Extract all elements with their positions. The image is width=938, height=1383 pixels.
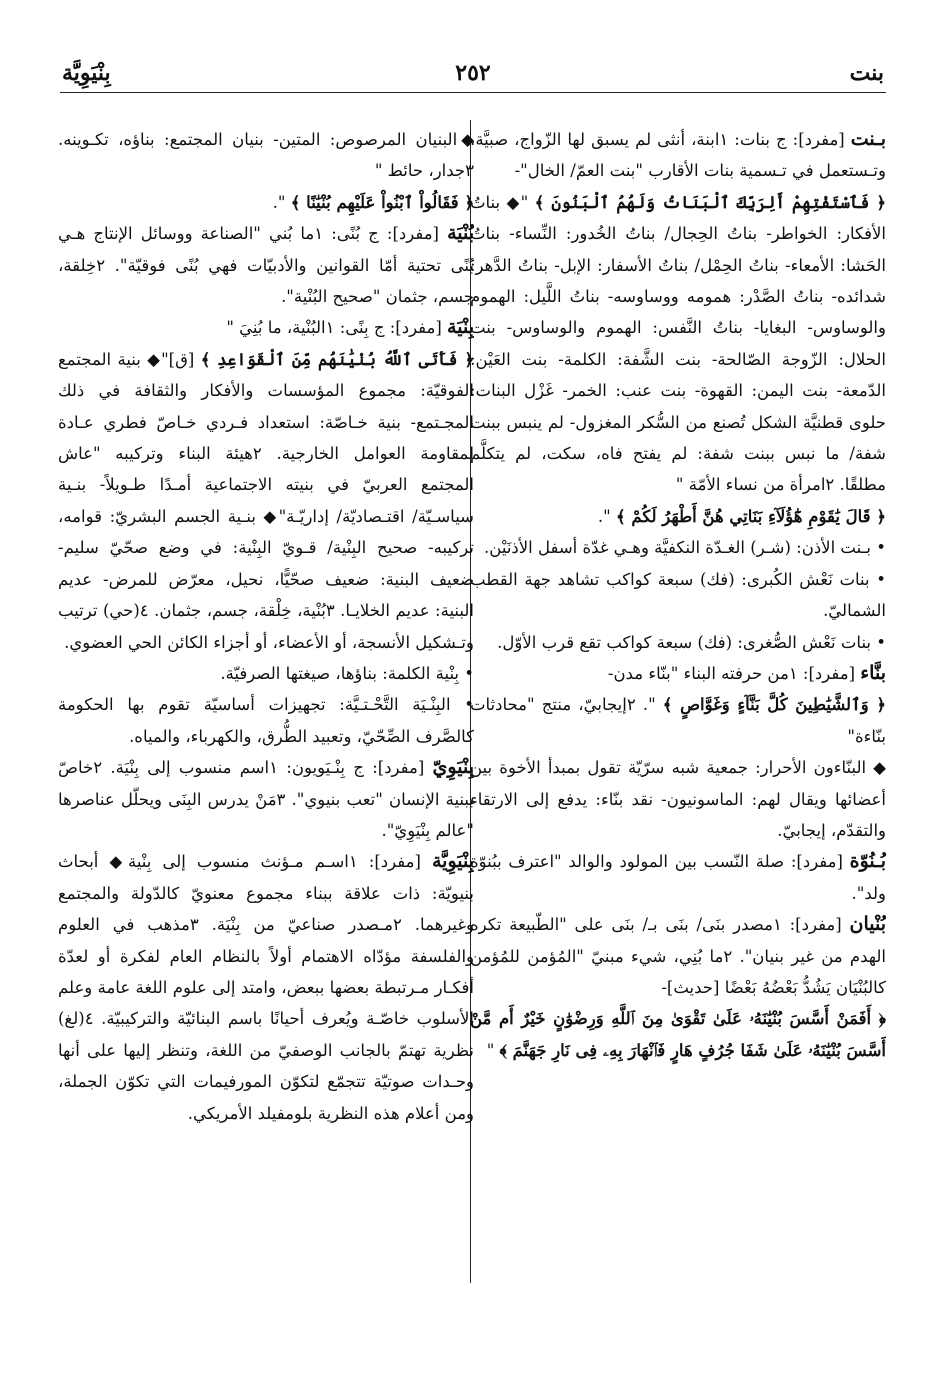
quran-quote: ﴿ وَٱلشَّيَٰطِينَ كُلَّ بَنَّآءٍ وَغَوَّاصٍ ﴾ xyxy=(662,695,886,715)
entry-paragraph xyxy=(470,909,886,1003)
header-guide-word-right: بنت xyxy=(849,60,884,86)
headword: بنَّاء xyxy=(860,661,886,684)
definition-text: " xyxy=(486,1040,500,1060)
definition-text: [مفرد]: ١اسـم مـؤنث منسوب إلى بِنْية◆ أبحاث بنيويّة: ذات علاقة ببناء مجموع معنويّ كالدّولة والمجتمع وغيرهما. ٢مـصدر صناعيّ من بِنْيَة. ٣مذهب في العلوم والفلسفة مؤدّاه الاهتمام أولاً بالنظام العام لفكرة أو لعدّة أفكـار مـرتبطة بعضها ببعض، وامتد إلى علوم اللغة عامة وعلم الأسلوب خاصّـة ويُعرف أحيانًا باسم البنائيّة والتركيبيّة. ٤(لغ) نظرية تهتمّ بالجانب الوصفيّ من اللغة، وتنظر إليها على أنها وحـدات صوتيّة تتجمّع لتكوّن المورفيمات التي تكوّن الجملة، ومن أعلام هذه النظرية بلومفيلد الأمريكي. xyxy=(58,852,474,1123)
definition-text: [مفرد]: ١من حرفته البناء "بنّاء مدن- xyxy=(607,663,861,683)
page-number: ٢٥٢ xyxy=(455,60,491,86)
definition-text: ◆ البنّاءون الأحرار: جمعية شبه سرّيّة تقول بمبدأ الأخوة بين أعضائها ويقال لهم: الماسونيون- نقد بنّاء: يدفع إلى الارتقاء والتقدّم، إيجابيّ. xyxy=(470,758,886,840)
entry-paragraph xyxy=(470,187,886,501)
definition-text: ". ٢إيجابيّ، منتج "محادثات بنّاءة" xyxy=(470,695,886,746)
definition-text: • البِنْـيَة التَّحْـتـيَّة: تجهيزات أساسيّة تقوم بها الحكومة كالصَّرف الصِّحّيّ، وتعبيد الطُّرق، والكهرباء، والمياه. xyxy=(58,695,474,746)
definition-text: • بـنت الأذن: (شـر) الغـدّة النكفيَّة وهـي غدّة أسفل الأذنَيْن. xyxy=(484,538,886,558)
definition-text: [مفرد]: ج بِنْـيَويون: ١اسم منسوب إلى بِنْيَة. ٢خاصّ ببنية الإنسان "تعب بنيوي". ٣مَنْ يدرس البِنَى ويحلّل عناصرها "عالم بِنْيَوِيّ". xyxy=(58,758,474,840)
definition-text: "◆ بناتُ الأفكار: الخواطر- بناتُ الحِجال/ بناتُ الخُدور: النِّساء- بناتُ الحَشا: الأمعاء- بناتُ الحِمْل/ بناتُ الأسفار: الإبل- بناتُ الدَّهر: شدائده- بناتُ الصَّدْر: همومه ووساوسه- بناتُ اللَّيل: الهموم والوساوس- البغايا- بناتُ النَّفس: الهموم والوساوس- بنت الحلال: الزّوجة الصّالحة- بنت الشَّفة: الكلمة- بنت العَيْن: الدّمعة- بنت اليمن: القهوة- بنت عنب: الخمر- غَزْل البنات: حلوى قطنيَّة الشكل تُصنع من السُّكر المغزول- لم ينبس ببنت شفة/ ما نبس ببنت شفة: لم يفتح فاه، سكت، لم يتكلَّم مطلقًا. ٢امرأة من نساء الأمّة " xyxy=(470,192,886,495)
headword: بُنْيان xyxy=(849,913,886,936)
definition-text: ◆البنيان المرصوص: المتين- بنيان المجتمع: بناؤه، تكـوينه. ٣جدار، حائط " xyxy=(58,130,474,181)
entry-paragraph xyxy=(58,312,474,343)
quran-quote: ﴿ فَأَتَى ٱللَّهُ بُنْيَٰنَهُم مِّنَ ٱلْقَوَاعِدِ ﴾ xyxy=(200,349,474,369)
definition-text: ". xyxy=(597,506,616,526)
definition-text: [ق]"◆ بنية المجتمع الفوقيّة: مجموع المؤسسات والأفكار والثقافة في ذلك المجـتمع- بنية خـاصّة: استعداد فـردي خـاصّ فطري عـادة لمقاومة العوامل الخارجية. ٢هيئة البناء وتركيبه "عاش المجتمع العربيّ في بنيته الاجتماعية أمـدًا طـويلاً- بنـية سياسـيّة/ اقتـصاديّة/ إداريّـة"◆ بنـية الجسم البشريّ: قوامه، تركيبه- صحيح البِنْية/ قـويّ البِنْية: في وضع صحّيّ سليم- ضعيف البنية: ضعيف صحّيًّا، نحيل، معرّض للمرض- عديم البنية: عديم الخلايـا. ٣بُنْية، خِلْقة، جسم، جثمان. ٤(حي) ترتيب وتـشكيل الأنسجة، أو الأعضاء، أو أجزاء الكائن الحي العضوي. xyxy=(58,349,474,652)
entry-paragraph xyxy=(470,846,886,909)
headword: بِنْيَوِيّ xyxy=(432,756,474,779)
entry-paragraph xyxy=(470,532,886,563)
entry-paragraph xyxy=(470,501,886,532)
headword: بِنْيَوِيَّة xyxy=(431,850,474,873)
headword: بُنْيَة xyxy=(447,222,474,245)
page-header xyxy=(60,58,886,93)
entry-paragraph xyxy=(470,752,886,846)
entry-paragraph xyxy=(470,689,886,752)
definition-text: [مفرد]: ١مصدر بنَى/ بنَى بـ/ بنَى على "الطّبيعة تكره الهدم من غير بنيان". ٢ما بُنِي، شيء مبنيّ "المُؤمن للمُؤمن كالبُنْيَان يَشُدُّ بَعْضُهُ بَعْضًا [حديث]- xyxy=(470,915,886,997)
entry-paragraph xyxy=(58,689,474,752)
header-guide-word-left: بِنْيَوِيَّة xyxy=(62,60,111,86)
quran-quote: ﴿ أَفَمَنْ أَسَّسَ بُنْيَٰنَهُۥ عَلَىٰ تَقْوَىٰ مِنَ ٱللَّهِ وَرِضْوَٰنٍ خَيْرٌ أَم مَّنْ أَسَّسَ بُنْيَٰنَهُۥ عَلَىٰ شَفَا جُرُفٍ هَارٍ فَٱنْهَارَ بِهِۦ فِى نَارِ جَهَنَّمَ ﴾ xyxy=(470,1009,886,1060)
entry-paragraph xyxy=(58,752,474,846)
quran-quote: ﴿ فَٱسْتَفْتِهِمْ أَلِرَبِّكَ ٱلْبَنَاتُ وَلَهُمُ ٱلْبَنُونَ ﴾ xyxy=(534,192,886,212)
entry-paragraph xyxy=(58,187,474,218)
definition-text: [مفرد]: ج بنات: ١ابنة، أنثى لم يسبق لها الزّواج، صبيَّة، وتـستعمل في تـسمية بنات الأقارب "بنت العمّ/ الخال"- xyxy=(470,130,886,181)
entry-paragraph xyxy=(470,564,886,627)
entry-paragraph xyxy=(470,1003,886,1066)
right-column xyxy=(470,124,886,1304)
entry-paragraph xyxy=(470,124,886,187)
entry-paragraph xyxy=(58,218,474,312)
headword: بُـنُوّة xyxy=(849,850,886,873)
headword: بِنْيَة xyxy=(447,316,474,339)
left-column xyxy=(58,124,474,1304)
entry-paragraph xyxy=(58,124,474,187)
entry-paragraph xyxy=(58,344,474,658)
headword: بـنت xyxy=(850,128,886,150)
entry-paragraph xyxy=(58,846,474,1129)
entry-paragraph xyxy=(470,658,886,689)
quran-quote: ﴿ فَقَالُواْ ٱبْنُواْ عَلَيْهِم بُنْيَٰنًا ﴾ xyxy=(290,192,474,212)
definition-text: • بِنْية الكلمة: بناؤها، صيغتها الصرفيّة. xyxy=(220,663,474,683)
entry-paragraph xyxy=(470,627,886,658)
quran-quote: ﴿ قَالَ يَٰقَوْمِ هَٰٓؤُلَآءِ بَنَاتِي هُنَّ أَطْهَرُ لَكُمْ ﴾ xyxy=(615,506,886,526)
definition-text: [مفرد]: ج بُنًى: ١ما بُني "الصناعة ووسائل الإنتاج هـي بُنًى تحتية أمّا القوانين والأدبيّات فهي بُنًى فوقيّة". ٢خِلقة، جسم، جثمان "صحيح البُنْية". xyxy=(58,224,474,307)
definition-text: ". xyxy=(272,192,291,212)
entry-paragraph xyxy=(58,658,474,689)
definition-text: • بنات نَعْش الصُّغرى: (فك) سبعة كواكب تقع قرب الأوّل. xyxy=(497,632,886,652)
definition-text: [مفرد]: ج بِنًى: ١البُنْية، ما بُنِيَ " xyxy=(226,318,448,338)
definition-text: [مفرد]: صلة النّسب بين المولود والوالد "اعترف ببُنوّة ولد". xyxy=(470,852,886,903)
definition-text: • بنات نَعْش الكُبرى: (فك) سبعة كواكب تشاهد جهة القطب الشماليّ. xyxy=(470,569,886,621)
